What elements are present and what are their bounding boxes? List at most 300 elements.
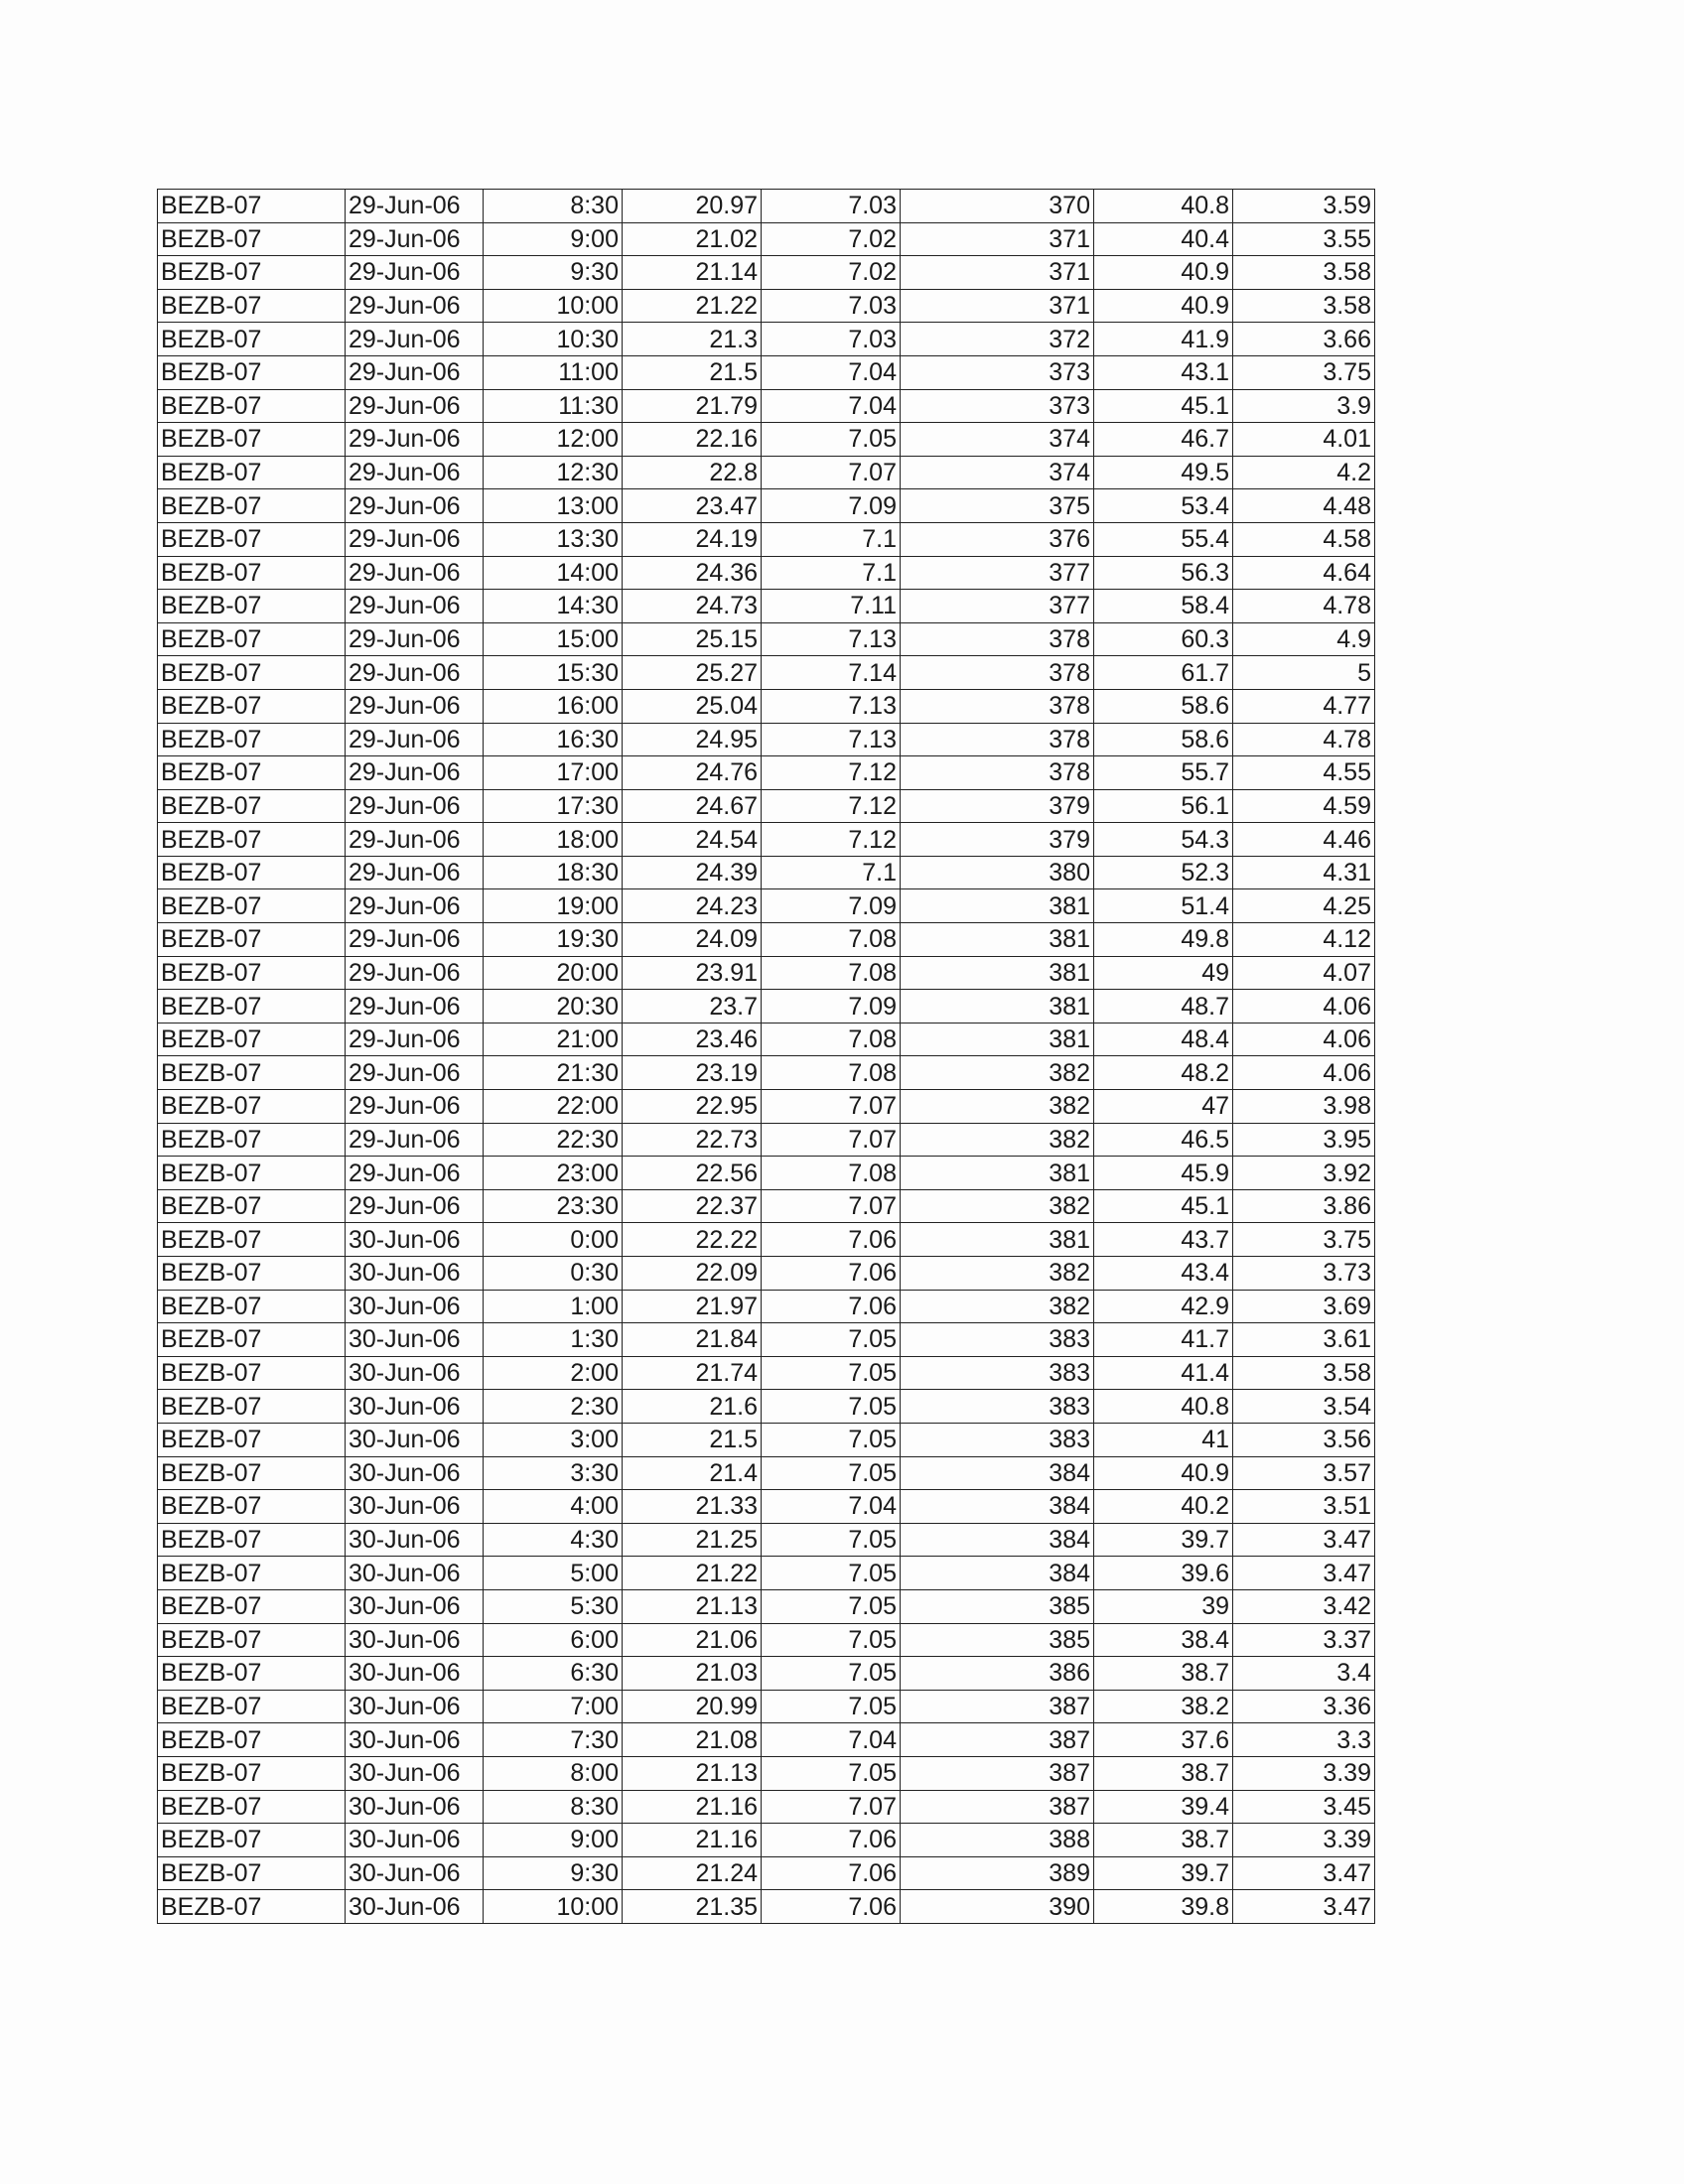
date-cell: 29-Jun-06 [346,789,484,823]
table-row [158,723,1375,756]
table-row [158,222,1375,256]
table-row [158,990,1375,1024]
date-cell: 29-Jun-06 [346,190,484,223]
value-cell-5: 3.9 [1233,389,1375,423]
value-cell-4: 41.9 [1094,323,1233,356]
value-cell-4: 41.4 [1094,1356,1233,1390]
value-cell-1: 20.97 [623,190,762,223]
date-cell: 29-Jun-06 [346,656,484,690]
table-body [158,190,1375,1924]
time-cell: 13:00 [484,489,623,523]
value-cell-4: 38.7 [1094,1657,1233,1691]
value-cell-2: 7.05 [762,1690,901,1723]
value-cell-2: 7.02 [762,256,901,290]
value-cell-5: 4.06 [1233,1056,1375,1090]
station-id-cell: BEZB-07 [158,1356,346,1390]
value-cell-4: 47 [1094,1090,1233,1124]
time-cell: 4:00 [484,1490,623,1524]
date-cell: 29-Jun-06 [346,323,484,356]
table-row [158,1090,1375,1124]
station-id-cell: BEZB-07 [158,756,346,790]
time-cell: 20:00 [484,956,623,990]
time-cell: 9:30 [484,256,623,290]
value-cell-3: 371 [901,289,1094,323]
value-cell-1: 21.97 [623,1290,762,1323]
value-cell-2: 7.06 [762,1824,901,1857]
station-id-cell: BEZB-07 [158,522,346,556]
station-id-cell: BEZB-07 [158,1723,346,1757]
station-id-cell: BEZB-07 [158,1157,346,1190]
station-id-cell: BEZB-07 [158,1657,346,1691]
value-cell-5: 4.78 [1233,590,1375,623]
value-cell-5: 3.95 [1233,1123,1375,1157]
value-cell-1: 24.95 [623,723,762,756]
value-cell-5: 3.56 [1233,1423,1375,1456]
value-cell-1: 24.76 [623,756,762,790]
time-cell: 11:30 [484,389,623,423]
value-cell-1: 21.16 [623,1790,762,1824]
time-cell: 18:30 [484,856,623,889]
value-cell-1: 21.13 [623,1756,762,1790]
value-cell-2: 7.07 [762,1790,901,1824]
table-row [158,1657,1375,1691]
value-cell-4: 37.6 [1094,1723,1233,1757]
value-cell-5: 5 [1233,656,1375,690]
table-row [158,1157,1375,1190]
value-cell-3: 373 [901,389,1094,423]
time-cell: 6:00 [484,1623,623,1657]
date-cell: 29-Jun-06 [346,556,484,590]
value-cell-2: 7.04 [762,1490,901,1524]
table-row [158,1490,1375,1524]
value-cell-5: 3.55 [1233,222,1375,256]
value-cell-4: 53.4 [1094,489,1233,523]
table-row [158,456,1375,489]
value-cell-5: 4.25 [1233,889,1375,923]
time-cell: 10:30 [484,323,623,356]
value-cell-1: 25.04 [623,689,762,723]
station-id-cell: BEZB-07 [158,723,346,756]
value-cell-1: 24.09 [623,923,762,957]
value-cell-2: 7.05 [762,1557,901,1590]
value-cell-3: 386 [901,1657,1094,1691]
value-cell-4: 40.9 [1094,1456,1233,1490]
time-cell: 8:30 [484,190,623,223]
time-cell: 11:00 [484,355,623,389]
table-row [158,956,1375,990]
value-cell-3: 382 [901,1189,1094,1223]
time-cell: 17:00 [484,756,623,790]
time-cell: 8:30 [484,1790,623,1824]
date-cell: 30-Jun-06 [346,1723,484,1757]
value-cell-2: 7.06 [762,1257,901,1291]
station-id-cell: BEZB-07 [158,1090,346,1124]
station-id-cell: BEZB-07 [158,1423,346,1456]
time-cell: 22:00 [484,1090,623,1124]
value-cell-2: 7.03 [762,190,901,223]
date-cell: 30-Jun-06 [346,1323,484,1357]
value-cell-5: 3.58 [1233,1356,1375,1390]
value-cell-1: 23.19 [623,1056,762,1090]
value-cell-4: 55.4 [1094,522,1233,556]
table-row [158,656,1375,690]
value-cell-1: 24.23 [623,889,762,923]
value-cell-1: 22.22 [623,1223,762,1257]
station-id-cell: BEZB-07 [158,1756,346,1790]
date-cell: 30-Jun-06 [346,1557,484,1590]
table-row [158,1123,1375,1157]
value-cell-1: 24.19 [623,522,762,556]
value-cell-5: 3.69 [1233,1290,1375,1323]
date-cell: 30-Jun-06 [346,1290,484,1323]
value-cell-3: 388 [901,1824,1094,1857]
value-cell-3: 370 [901,190,1094,223]
table-row [158,1056,1375,1090]
date-cell: 29-Jun-06 [346,222,484,256]
time-cell: 13:30 [484,522,623,556]
value-cell-4: 38.4 [1094,1623,1233,1657]
date-cell: 29-Jun-06 [346,1123,484,1157]
time-cell: 20:30 [484,990,623,1024]
table-row [158,323,1375,356]
time-cell: 7:00 [484,1690,623,1723]
value-cell-3: 378 [901,622,1094,656]
value-cell-2: 7.05 [762,1623,901,1657]
time-cell: 0:30 [484,1257,623,1291]
value-cell-4: 40.9 [1094,256,1233,290]
value-cell-5: 4.46 [1233,823,1375,857]
date-cell: 29-Jun-06 [346,355,484,389]
date-cell: 30-Jun-06 [346,1456,484,1490]
time-cell: 18:00 [484,823,623,857]
value-cell-3: 371 [901,222,1094,256]
time-cell: 9:00 [484,222,623,256]
value-cell-2: 7.06 [762,1290,901,1323]
value-cell-2: 7.04 [762,355,901,389]
value-cell-4: 40.2 [1094,1490,1233,1524]
value-cell-2: 7.02 [762,222,901,256]
value-cell-5: 3.47 [1233,1557,1375,1590]
value-cell-5: 4.59 [1233,789,1375,823]
value-cell-5: 3.39 [1233,1756,1375,1790]
time-cell: 12:30 [484,456,623,489]
date-cell: 29-Jun-06 [346,489,484,523]
value-cell-2: 7.05 [762,423,901,457]
table-row [158,1456,1375,1490]
value-cell-1: 22.37 [623,1189,762,1223]
value-cell-4: 61.7 [1094,656,1233,690]
value-cell-2: 7.1 [762,856,901,889]
table-row [158,622,1375,656]
value-cell-3: 378 [901,723,1094,756]
value-cell-1: 21.33 [623,1490,762,1524]
value-cell-5: 3.36 [1233,1690,1375,1723]
station-id-cell: BEZB-07 [158,1690,346,1723]
table-row [158,1824,1375,1857]
date-cell: 29-Jun-06 [346,856,484,889]
value-cell-3: 375 [901,489,1094,523]
date-cell: 29-Jun-06 [346,923,484,957]
value-cell-3: 384 [901,1456,1094,1490]
station-id-cell: BEZB-07 [158,1824,346,1857]
table-row [158,1423,1375,1456]
station-id-cell: BEZB-07 [158,1890,346,1924]
date-cell: 30-Jun-06 [346,1223,484,1257]
value-cell-2: 7.07 [762,1090,901,1124]
value-cell-5: 3.92 [1233,1157,1375,1190]
table-row [158,1890,1375,1924]
value-cell-3: 379 [901,789,1094,823]
time-cell: 0:00 [484,1223,623,1257]
value-cell-4: 40.8 [1094,190,1233,223]
value-cell-2: 7.1 [762,556,901,590]
value-cell-3: 383 [901,1423,1094,1456]
value-cell-1: 21.5 [623,1423,762,1456]
date-cell: 29-Jun-06 [346,256,484,290]
value-cell-5: 3.45 [1233,1790,1375,1824]
table-row [158,289,1375,323]
time-cell: 14:00 [484,556,623,590]
value-cell-5: 3.58 [1233,289,1375,323]
value-cell-4: 49.5 [1094,456,1233,489]
value-cell-1: 25.27 [623,656,762,690]
value-cell-2: 7.05 [762,1356,901,1390]
value-cell-2: 7.03 [762,323,901,356]
station-id-cell: BEZB-07 [158,1223,346,1257]
value-cell-3: 381 [901,990,1094,1024]
value-cell-5: 4.2 [1233,456,1375,489]
value-cell-5: 3.75 [1233,1223,1375,1257]
table-row [158,522,1375,556]
value-cell-1: 21.4 [623,1456,762,1490]
time-cell: 7:30 [484,1723,623,1757]
time-cell: 9:00 [484,1824,623,1857]
value-cell-1: 24.39 [623,856,762,889]
value-cell-3: 387 [901,1723,1094,1757]
value-cell-5: 3.47 [1233,1856,1375,1890]
value-cell-4: 54.3 [1094,823,1233,857]
station-id-cell: BEZB-07 [158,889,346,923]
time-cell: 1:00 [484,1290,623,1323]
date-cell: 30-Jun-06 [346,1490,484,1524]
value-cell-4: 56.3 [1094,556,1233,590]
value-cell-5: 3.47 [1233,1890,1375,1924]
value-cell-1: 20.99 [623,1690,762,1723]
date-cell: 29-Jun-06 [346,423,484,457]
value-cell-3: 387 [901,1790,1094,1824]
value-cell-1: 23.91 [623,956,762,990]
time-cell: 15:00 [484,622,623,656]
value-cell-1: 23.47 [623,489,762,523]
value-cell-2: 7.11 [762,590,901,623]
date-cell: 30-Jun-06 [346,1856,484,1890]
value-cell-3: 381 [901,923,1094,957]
value-cell-1: 22.8 [623,456,762,489]
table-row [158,1323,1375,1357]
value-cell-2: 7.05 [762,1456,901,1490]
time-cell: 21:30 [484,1056,623,1090]
value-cell-1: 24.73 [623,590,762,623]
value-cell-1: 24.54 [623,823,762,857]
value-cell-2: 7.08 [762,956,901,990]
time-cell: 10:00 [484,289,623,323]
value-cell-5: 4.31 [1233,856,1375,889]
value-cell-4: 56.1 [1094,789,1233,823]
value-cell-4: 40.4 [1094,222,1233,256]
table-row [158,1356,1375,1390]
value-cell-1: 21.25 [623,1523,762,1557]
date-cell: 29-Jun-06 [346,723,484,756]
value-cell-3: 389 [901,1856,1094,1890]
value-cell-1: 25.15 [623,622,762,656]
station-id-cell: BEZB-07 [158,1490,346,1524]
value-cell-5: 4.77 [1233,689,1375,723]
date-cell: 30-Jun-06 [346,1390,484,1424]
date-cell: 29-Jun-06 [346,689,484,723]
station-id-cell: BEZB-07 [158,389,346,423]
table-row [158,389,1375,423]
value-cell-5: 3.47 [1233,1523,1375,1557]
date-cell: 29-Jun-06 [346,389,484,423]
value-cell-4: 39.7 [1094,1856,1233,1890]
value-cell-1: 21.03 [623,1657,762,1691]
table-row [158,355,1375,389]
value-cell-1: 22.95 [623,1090,762,1124]
table-row [158,556,1375,590]
station-id-cell: BEZB-07 [158,1323,346,1357]
time-cell: 2:00 [484,1356,623,1390]
value-cell-3: 381 [901,1023,1094,1056]
value-cell-1: 23.7 [623,990,762,1024]
data-table [157,189,1375,1924]
station-id-cell: BEZB-07 [158,222,346,256]
value-cell-4: 40.8 [1094,1390,1233,1424]
value-cell-4: 58.4 [1094,590,1233,623]
value-cell-5: 3.66 [1233,323,1375,356]
date-cell: 30-Jun-06 [346,1690,484,1723]
value-cell-3: 381 [901,889,1094,923]
station-id-cell: BEZB-07 [158,423,346,457]
value-cell-2: 7.12 [762,789,901,823]
value-cell-3: 378 [901,689,1094,723]
station-id-cell: BEZB-07 [158,656,346,690]
date-cell: 30-Jun-06 [346,1657,484,1691]
time-cell: 6:30 [484,1657,623,1691]
value-cell-3: 376 [901,522,1094,556]
value-cell-3: 382 [901,1290,1094,1323]
date-cell: 29-Jun-06 [346,1189,484,1223]
value-cell-2: 7.06 [762,1856,901,1890]
value-cell-4: 52.3 [1094,856,1233,889]
time-cell: 9:30 [484,1856,623,1890]
value-cell-5: 3.86 [1233,1189,1375,1223]
value-cell-5: 4.78 [1233,723,1375,756]
station-id-cell: BEZB-07 [158,789,346,823]
time-cell: 22:30 [484,1123,623,1157]
value-cell-1: 21.6 [623,1390,762,1424]
time-cell: 1:30 [484,1323,623,1357]
time-cell: 3:00 [484,1423,623,1456]
table-row [158,1589,1375,1623]
value-cell-4: 45.1 [1094,389,1233,423]
value-cell-3: 380 [901,856,1094,889]
station-id-cell: BEZB-07 [158,1623,346,1657]
table-row [158,1523,1375,1557]
station-id-cell: BEZB-07 [158,990,346,1024]
date-cell: 29-Jun-06 [346,1090,484,1124]
station-id-cell: BEZB-07 [158,1290,346,1323]
value-cell-3: 383 [901,1323,1094,1357]
value-cell-2: 7.05 [762,1323,901,1357]
date-cell: 30-Jun-06 [346,1523,484,1557]
station-id-cell: BEZB-07 [158,590,346,623]
value-cell-1: 21.84 [623,1323,762,1357]
table-row [158,1690,1375,1723]
value-cell-4: 42.9 [1094,1290,1233,1323]
value-cell-3: 378 [901,656,1094,690]
table-row [158,590,1375,623]
value-cell-5: 4.64 [1233,556,1375,590]
table-row [158,823,1375,857]
value-cell-4: 39.6 [1094,1557,1233,1590]
value-cell-2: 7.08 [762,1157,901,1190]
station-id-cell: BEZB-07 [158,1790,346,1824]
date-cell: 29-Jun-06 [346,456,484,489]
value-cell-1: 21.3 [623,323,762,356]
time-cell: 23:30 [484,1189,623,1223]
station-id-cell: BEZB-07 [158,256,346,290]
value-cell-4: 55.7 [1094,756,1233,790]
value-cell-2: 7.08 [762,1023,901,1056]
table-row [158,789,1375,823]
station-id-cell: BEZB-07 [158,1390,346,1424]
value-cell-1: 22.09 [623,1257,762,1291]
time-cell: 16:00 [484,689,623,723]
table-row [158,856,1375,889]
value-cell-2: 7.14 [762,656,901,690]
value-cell-1: 21.14 [623,256,762,290]
value-cell-1: 21.13 [623,1589,762,1623]
station-id-cell: BEZB-07 [158,1557,346,1590]
value-cell-1: 21.22 [623,289,762,323]
value-cell-5: 4.9 [1233,622,1375,656]
value-cell-3: 382 [901,1257,1094,1291]
table-row [158,1189,1375,1223]
value-cell-5: 3.58 [1233,256,1375,290]
value-cell-3: 381 [901,1223,1094,1257]
time-cell: 4:30 [484,1523,623,1557]
table-row [158,1390,1375,1424]
value-cell-3: 382 [901,1123,1094,1157]
value-cell-4: 38.7 [1094,1824,1233,1857]
value-cell-5: 3.59 [1233,190,1375,223]
time-cell: 8:00 [484,1756,623,1790]
value-cell-2: 7.05 [762,1523,901,1557]
time-cell: 17:30 [484,789,623,823]
table-row [158,1790,1375,1824]
table-row [158,1257,1375,1291]
date-cell: 29-Jun-06 [346,823,484,857]
value-cell-1: 21.06 [623,1623,762,1657]
date-cell: 30-Jun-06 [346,1589,484,1623]
value-cell-4: 43.4 [1094,1257,1233,1291]
value-cell-5: 3.73 [1233,1257,1375,1291]
value-cell-3: 381 [901,1157,1094,1190]
station-id-cell: BEZB-07 [158,689,346,723]
table-row [158,1557,1375,1590]
value-cell-2: 7.07 [762,456,901,489]
value-cell-1: 22.73 [623,1123,762,1157]
